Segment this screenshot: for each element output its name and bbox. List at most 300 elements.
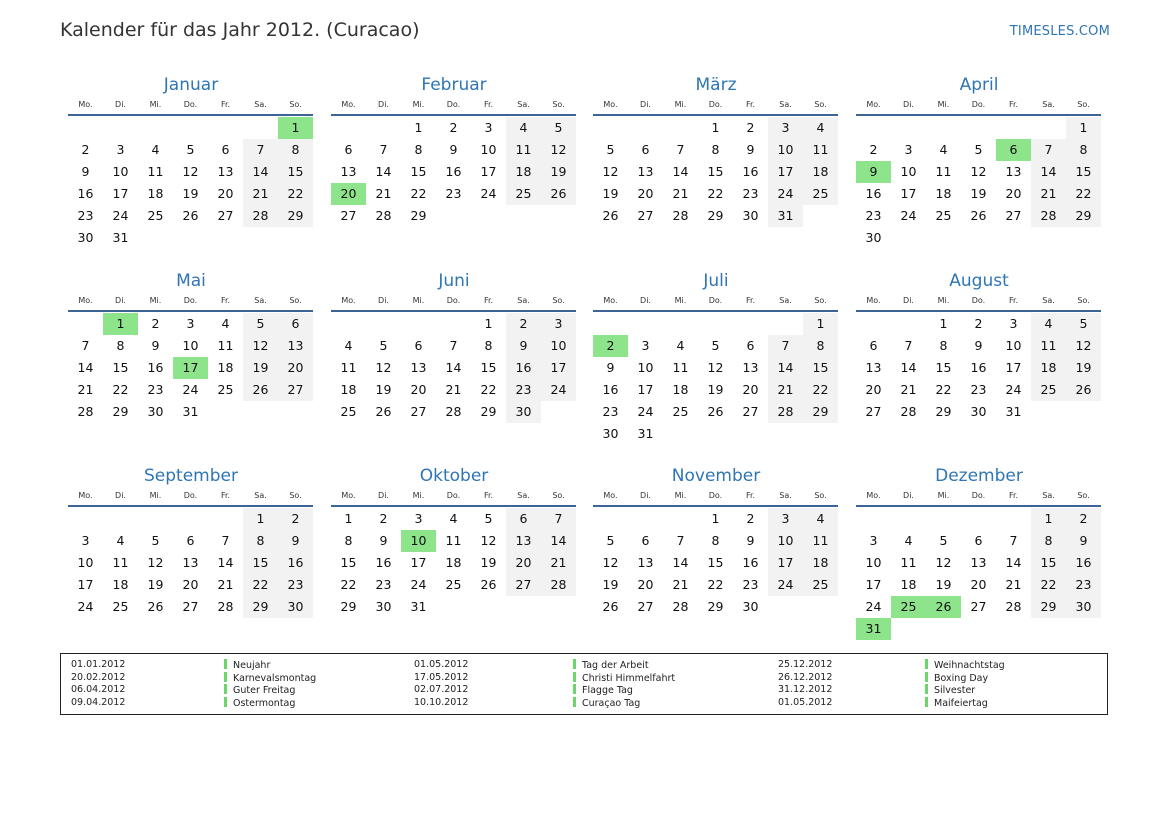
day-cell[interactable]: 26 — [182, 208, 199, 223]
day-cell[interactable]: 19 — [602, 186, 619, 201]
day-cell[interactable]: 28 — [541, 574, 576, 596]
day-cell[interactable]: 19 — [935, 577, 952, 592]
day-cell[interactable]: 1 — [103, 313, 138, 335]
day-cell[interactable]: 23 — [602, 404, 619, 419]
day-cell[interactable]: 20 — [865, 382, 882, 397]
day-cell[interactable]: 24 — [182, 382, 199, 397]
day-cell[interactable]: 3 — [81, 533, 90, 548]
day-cell[interactable]: 3 — [541, 313, 576, 335]
day-cell[interactable]: 27 — [340, 208, 357, 223]
day-cell[interactable]: 28 — [672, 208, 689, 223]
day-cell[interactable]: 20 — [410, 382, 427, 397]
day-cell[interactable]: 20 — [637, 577, 654, 592]
day-cell[interactable]: 29 — [340, 599, 357, 614]
day-cell[interactable]: 11 — [217, 338, 234, 353]
day-cell[interactable]: 24 — [410, 577, 427, 592]
day-cell[interactable]: 16 — [602, 382, 619, 397]
day-cell[interactable]: 31 — [768, 205, 803, 227]
day-cell[interactable]: 1 — [711, 511, 720, 526]
day-cell[interactable]: 15 — [112, 360, 129, 375]
day-cell[interactable]: 7 — [243, 139, 278, 161]
day-cell[interactable]: 8 — [278, 139, 313, 161]
day-cell[interactable]: 2 — [974, 316, 983, 331]
day-cell[interactable]: 21 — [217, 577, 234, 592]
day-cell[interactable]: 21 — [243, 183, 278, 205]
day-cell[interactable]: 8 — [414, 142, 423, 157]
day-cell[interactable]: 3 — [1009, 316, 1018, 331]
day-cell[interactable]: 12 — [935, 555, 952, 570]
day-cell[interactable]: 30 — [970, 404, 987, 419]
day-cell[interactable]: 7 — [1031, 139, 1066, 161]
day-cell[interactable]: 15 — [410, 164, 427, 179]
day-cell[interactable]: 30 — [742, 208, 759, 223]
day-cell[interactable]: 3 — [484, 120, 493, 135]
day-cell[interactable]: 9 — [151, 338, 160, 353]
day-cell[interactable]: 6 — [641, 142, 650, 157]
day-cell[interactable]: 23 — [970, 382, 987, 397]
day-cell[interactable]: 27 — [278, 379, 313, 401]
day-cell[interactable]: 15 — [1066, 161, 1101, 183]
day-cell[interactable]: 4 — [904, 533, 913, 548]
day-cell[interactable]: 28 — [445, 404, 462, 419]
day-cell[interactable]: 9 — [746, 142, 755, 157]
day-cell[interactable]: 11 — [1031, 335, 1066, 357]
day-cell[interactable]: 26 — [243, 379, 278, 401]
day-cell[interactable]: 27 — [637, 208, 654, 223]
day-cell[interactable]: 7 — [1009, 533, 1018, 548]
day-cell[interactable]: 23 — [375, 577, 392, 592]
day-cell[interactable]: 29 — [410, 208, 427, 223]
day-cell[interactable]: 20 — [970, 577, 987, 592]
day-cell[interactable]: 6 — [869, 338, 878, 353]
day-cell[interactable]: 5 — [606, 533, 615, 548]
day-cell[interactable]: 8 — [939, 338, 948, 353]
day-cell[interactable]: 8 — [803, 335, 838, 357]
day-cell[interactable]: 13 — [506, 530, 541, 552]
day-cell[interactable]: 20 — [637, 186, 654, 201]
day-cell[interactable]: 2 — [869, 142, 878, 157]
site-link[interactable]: TIMESLES.COM — [1009, 24, 1110, 39]
day-cell[interactable]: 9 — [379, 533, 388, 548]
day-cell[interactable]: 30 — [1066, 596, 1101, 618]
day-cell[interactable]: 18 — [803, 552, 838, 574]
day-cell[interactable]: 18 — [935, 186, 952, 201]
day-cell[interactable]: 12 — [707, 360, 724, 375]
day-cell[interactable]: 24 — [1005, 382, 1022, 397]
day-cell[interactable]: 23 — [278, 574, 313, 596]
day-cell[interactable]: 7 — [81, 338, 90, 353]
day-cell[interactable]: 4 — [676, 338, 685, 353]
day-cell[interactable]: 6 — [344, 142, 353, 157]
day-cell[interactable]: 5 — [243, 313, 278, 335]
day-cell[interactable]: 16 — [865, 186, 882, 201]
day-cell[interactable]: 4 — [803, 117, 838, 139]
day-cell[interactable]: 12 — [1066, 335, 1101, 357]
day-cell[interactable]: 23 — [1066, 574, 1101, 596]
day-cell[interactable]: 13 — [1005, 164, 1022, 179]
day-cell[interactable]: 17 — [768, 161, 803, 183]
day-cell[interactable]: 11 — [803, 139, 838, 161]
day-cell[interactable]: 14 — [672, 164, 689, 179]
day-cell[interactable]: 31 — [637, 426, 654, 441]
day-cell[interactable]: 18 — [340, 382, 357, 397]
day-cell[interactable]: 9 — [606, 360, 615, 375]
day-cell[interactable]: 24 — [112, 208, 129, 223]
day-cell[interactable]: 19 — [182, 186, 199, 201]
day-cell[interactable]: 9 — [449, 142, 458, 157]
day-cell[interactable]: 23 — [742, 186, 759, 201]
day-cell[interactable]: 29 — [803, 401, 838, 423]
day-cell[interactable]: 20 — [182, 577, 199, 592]
day-cell[interactable]: 10 — [480, 142, 497, 157]
day-cell[interactable]: 9 — [81, 164, 90, 179]
day-cell[interactable]: 20 — [217, 186, 234, 201]
day-cell[interactable]: 29 — [1066, 205, 1101, 227]
day-cell[interactable]: 5 — [711, 338, 720, 353]
day-cell[interactable]: 16 — [742, 164, 759, 179]
day-cell[interactable]: 30 — [147, 404, 164, 419]
day-cell[interactable]: 25 — [891, 596, 926, 618]
day-cell[interactable]: 4 — [1031, 313, 1066, 335]
day-cell[interactable]: 4 — [939, 142, 948, 157]
day-cell[interactable]: 12 — [375, 360, 392, 375]
day-cell[interactable]: 2 — [278, 508, 313, 530]
day-cell[interactable]: 12 — [243, 335, 278, 357]
day-cell[interactable]: 14 — [541, 530, 576, 552]
day-cell[interactable]: 14 — [243, 161, 278, 183]
day-cell[interactable]: 14 — [672, 555, 689, 570]
day-cell[interactable]: 11 — [506, 139, 541, 161]
day-cell[interactable]: 27 — [970, 599, 987, 614]
day-cell[interactable]: 15 — [707, 164, 724, 179]
day-cell[interactable]: 26 — [707, 404, 724, 419]
day-cell[interactable]: 19 — [1066, 357, 1101, 379]
day-cell[interactable]: 10 — [768, 139, 803, 161]
day-cell[interactable]: 23 — [147, 382, 164, 397]
day-cell[interactable]: 16 — [147, 360, 164, 375]
day-cell[interactable]: 25 — [340, 404, 357, 419]
day-cell[interactable]: 4 — [221, 316, 230, 331]
day-cell[interactable]: 8 — [243, 530, 278, 552]
day-cell[interactable]: 21 — [77, 382, 94, 397]
day-cell[interactable]: 11 — [935, 164, 952, 179]
day-cell[interactable]: 9 — [746, 533, 755, 548]
day-cell[interactable]: 22 — [1066, 183, 1101, 205]
day-cell[interactable]: 13 — [865, 360, 882, 375]
day-cell[interactable]: 25 — [672, 404, 689, 419]
day-cell[interactable]: 29 — [480, 404, 497, 419]
day-cell[interactable]: 9 — [1066, 530, 1101, 552]
day-cell[interactable]: 21 — [445, 382, 462, 397]
day-cell[interactable]: 7 — [768, 335, 803, 357]
day-cell[interactable]: 6 — [641, 533, 650, 548]
day-cell[interactable]: 10 — [401, 530, 436, 552]
day-cell[interactable]: 3 — [768, 117, 803, 139]
day-cell[interactable]: 19 — [541, 161, 576, 183]
day-cell[interactable]: 30 — [506, 401, 541, 423]
day-cell[interactable]: 25 — [506, 183, 541, 205]
day-cell[interactable]: 4 — [803, 508, 838, 530]
day-cell[interactable]: 24 — [637, 404, 654, 419]
day-cell[interactable]: 11 — [803, 530, 838, 552]
day-cell[interactable]: 18 — [803, 161, 838, 183]
day-cell[interactable]: 3 — [768, 508, 803, 530]
day-cell[interactable]: 2 — [506, 313, 541, 335]
day-cell[interactable]: 13 — [340, 164, 357, 179]
day-cell[interactable]: 31 — [856, 618, 891, 640]
day-cell[interactable]: 24 — [865, 599, 882, 614]
day-cell[interactable]: 24 — [77, 599, 94, 614]
day-cell[interactable]: 2 — [746, 511, 755, 526]
day-cell[interactable]: 30 — [602, 426, 619, 441]
day-cell[interactable]: 28 — [1005, 599, 1022, 614]
day-cell[interactable]: 12 — [182, 164, 199, 179]
day-cell[interactable]: 5 — [186, 142, 195, 157]
day-cell[interactable]: 27 — [865, 404, 882, 419]
day-cell[interactable]: 1 — [243, 508, 278, 530]
day-cell[interactable]: 6 — [278, 313, 313, 335]
day-cell[interactable]: 24 — [541, 379, 576, 401]
day-cell[interactable]: 11 — [445, 533, 462, 548]
day-cell[interactable]: 31 — [1005, 404, 1022, 419]
day-cell[interactable]: 30 — [278, 596, 313, 618]
day-cell[interactable]: 28 — [900, 404, 917, 419]
day-cell[interactable]: 27 — [182, 599, 199, 614]
day-cell[interactable]: 14 — [217, 555, 234, 570]
day-cell[interactable]: 11 — [900, 555, 917, 570]
day-cell[interactable]: 20 — [1005, 186, 1022, 201]
day-cell[interactable]: 28 — [768, 401, 803, 423]
day-cell[interactable]: 2 — [1066, 508, 1101, 530]
day-cell[interactable]: 14 — [1005, 555, 1022, 570]
day-cell[interactable]: 13 — [970, 555, 987, 570]
day-cell[interactable]: 2 — [449, 120, 458, 135]
day-cell[interactable]: 29 — [112, 404, 129, 419]
day-cell[interactable]: 23 — [865, 208, 882, 223]
day-cell[interactable]: 5 — [939, 533, 948, 548]
day-cell[interactable]: 17 — [77, 577, 94, 592]
day-cell[interactable]: 10 — [112, 164, 129, 179]
day-cell[interactable]: 2 — [379, 511, 388, 526]
day-cell[interactable]: 31 — [112, 230, 129, 245]
day-cell[interactable]: 26 — [375, 404, 392, 419]
day-cell[interactable]: 25 — [445, 577, 462, 592]
day-cell[interactable]: 13 — [410, 360, 427, 375]
day-cell[interactable]: 8 — [344, 533, 353, 548]
day-cell[interactable]: 6 — [974, 533, 983, 548]
day-cell[interactable]: 16 — [278, 552, 313, 574]
day-cell[interactable]: 29 — [707, 208, 724, 223]
day-cell[interactable]: 5 — [151, 533, 160, 548]
day-cell[interactable]: 29 — [278, 205, 313, 227]
day-cell[interactable]: 26 — [602, 599, 619, 614]
day-cell[interactable]: 17 — [900, 186, 917, 201]
day-cell[interactable]: 24 — [768, 183, 803, 205]
day-cell[interactable]: 2 — [81, 142, 90, 157]
day-cell[interactable]: 5 — [541, 117, 576, 139]
day-cell[interactable]: 4 — [449, 511, 458, 526]
day-cell[interactable]: 21 — [1005, 577, 1022, 592]
day-cell[interactable]: 17 — [173, 357, 208, 379]
day-cell[interactable]: 14 — [1031, 161, 1066, 183]
day-cell[interactable]: 19 — [147, 577, 164, 592]
day-cell[interactable]: 14 — [77, 360, 94, 375]
day-cell[interactable]: 13 — [742, 360, 759, 375]
day-cell[interactable]: 25 — [147, 208, 164, 223]
day-cell[interactable]: 26 — [970, 208, 987, 223]
day-cell[interactable]: 11 — [112, 555, 129, 570]
day-cell[interactable]: 6 — [996, 139, 1031, 161]
day-cell[interactable]: 10 — [541, 335, 576, 357]
day-cell[interactable]: 16 — [506, 357, 541, 379]
day-cell[interactable]: 26 — [926, 596, 961, 618]
day-cell[interactable]: 30 — [77, 230, 94, 245]
day-cell[interactable]: 26 — [602, 208, 619, 223]
day-cell[interactable]: 22 — [278, 183, 313, 205]
day-cell[interactable]: 24 — [480, 186, 497, 201]
day-cell[interactable]: 16 — [742, 555, 759, 570]
day-cell[interactable]: 18 — [445, 555, 462, 570]
day-cell[interactable]: 12 — [480, 533, 497, 548]
day-cell[interactable]: 17 — [1005, 360, 1022, 375]
day-cell[interactable]: 4 — [151, 142, 160, 157]
day-cell[interactable]: 8 — [484, 338, 493, 353]
day-cell[interactable]: 17 — [410, 555, 427, 570]
day-cell[interactable]: 22 — [112, 382, 129, 397]
day-cell[interactable]: 22 — [340, 577, 357, 592]
day-cell[interactable]: 7 — [904, 338, 913, 353]
day-cell[interactable]: 19 — [707, 382, 724, 397]
day-cell[interactable]: 19 — [375, 382, 392, 397]
day-cell[interactable]: 18 — [1031, 357, 1066, 379]
day-cell[interactable]: 7 — [541, 508, 576, 530]
day-cell[interactable]: 17 — [768, 552, 803, 574]
day-cell[interactable]: 21 — [541, 552, 576, 574]
day-cell[interactable]: 17 — [480, 164, 497, 179]
day-cell[interactable]: 2 — [746, 120, 755, 135]
day-cell[interactable]: 10 — [637, 360, 654, 375]
day-cell[interactable]: 27 — [742, 404, 759, 419]
day-cell[interactable]: 28 — [672, 599, 689, 614]
day-cell[interactable]: 1 — [803, 313, 838, 335]
day-cell[interactable]: 9 — [974, 338, 983, 353]
day-cell[interactable]: 30 — [865, 230, 882, 245]
day-cell[interactable]: 4 — [344, 338, 353, 353]
day-cell[interactable]: 12 — [147, 555, 164, 570]
day-cell[interactable]: 28 — [77, 404, 94, 419]
day-cell[interactable]: 11 — [672, 360, 689, 375]
day-cell[interactable]: 6 — [186, 533, 195, 548]
day-cell[interactable]: 15 — [278, 161, 313, 183]
day-cell[interactable]: 21 — [672, 577, 689, 592]
day-cell[interactable]: 31 — [410, 599, 427, 614]
day-cell[interactable]: 23 — [742, 577, 759, 592]
day-cell[interactable]: 19 — [602, 577, 619, 592]
day-cell[interactable]: 13 — [637, 555, 654, 570]
day-cell[interactable]: 8 — [1031, 530, 1066, 552]
day-cell[interactable]: 4 — [116, 533, 125, 548]
day-cell[interactable]: 6 — [414, 338, 423, 353]
day-cell[interactable]: 14 — [900, 360, 917, 375]
day-cell[interactable]: 17 — [112, 186, 129, 201]
day-cell[interactable]: 10 — [900, 164, 917, 179]
day-cell[interactable]: 3 — [869, 533, 878, 548]
day-cell[interactable]: 10 — [182, 338, 199, 353]
day-cell[interactable]: 23 — [506, 379, 541, 401]
day-cell[interactable]: 1 — [1066, 117, 1101, 139]
day-cell[interactable]: 22 — [935, 382, 952, 397]
day-cell[interactable]: 15 — [340, 555, 357, 570]
day-cell[interactable]: 16 — [1066, 552, 1101, 574]
day-cell[interactable]: 29 — [1031, 596, 1066, 618]
day-cell[interactable]: 13 — [637, 164, 654, 179]
day-cell[interactable]: 4 — [506, 117, 541, 139]
day-cell[interactable]: 26 — [1066, 379, 1101, 401]
day-cell[interactable]: 26 — [480, 577, 497, 592]
day-cell[interactable]: 18 — [112, 577, 129, 592]
day-cell[interactable]: 20 — [278, 357, 313, 379]
day-cell[interactable]: 28 — [243, 205, 278, 227]
day-cell[interactable]: 29 — [935, 404, 952, 419]
day-cell[interactable]: 25 — [803, 183, 838, 205]
day-cell[interactable]: 1 — [711, 120, 720, 135]
day-cell[interactable]: 18 — [506, 161, 541, 183]
day-cell[interactable]: 15 — [243, 552, 278, 574]
day-cell[interactable]: 22 — [1031, 574, 1066, 596]
day-cell[interactable]: 3 — [641, 338, 650, 353]
day-cell[interactable]: 17 — [865, 577, 882, 592]
day-cell[interactable]: 9 — [506, 335, 541, 357]
day-cell[interactable]: 29 — [707, 599, 724, 614]
day-cell[interactable]: 6 — [746, 338, 755, 353]
day-cell[interactable]: 27 — [506, 574, 541, 596]
day-cell[interactable]: 1 — [1031, 508, 1066, 530]
day-cell[interactable]: 9 — [856, 161, 891, 183]
day-cell[interactable]: 13 — [217, 164, 234, 179]
day-cell[interactable]: 16 — [445, 164, 462, 179]
day-cell[interactable]: 1 — [414, 120, 423, 135]
day-cell[interactable]: 28 — [1031, 205, 1066, 227]
day-cell[interactable]: 25 — [1031, 379, 1066, 401]
day-cell[interactable]: 20 — [742, 382, 759, 397]
day-cell[interactable]: 15 — [480, 360, 497, 375]
day-cell[interactable]: 15 — [935, 360, 952, 375]
day-cell[interactable]: 10 — [865, 555, 882, 570]
day-cell[interactable]: 7 — [676, 533, 685, 548]
day-cell[interactable]: 1 — [278, 117, 313, 139]
day-cell[interactable]: 17 — [637, 382, 654, 397]
day-cell[interactable]: 21 — [1031, 183, 1066, 205]
day-cell[interactable]: 23 — [77, 208, 94, 223]
day-cell[interactable]: 22 — [707, 186, 724, 201]
day-cell[interactable]: 14 — [768, 357, 803, 379]
day-cell[interactable]: 18 — [147, 186, 164, 201]
day-cell[interactable]: 2 — [151, 316, 160, 331]
day-cell[interactable]: 15 — [1031, 552, 1066, 574]
day-cell[interactable]: 27 — [217, 208, 234, 223]
day-cell[interactable]: 12 — [541, 139, 576, 161]
day-cell[interactable]: 30 — [742, 599, 759, 614]
day-cell[interactable]: 3 — [116, 142, 125, 157]
day-cell[interactable]: 26 — [147, 599, 164, 614]
day-cell[interactable]: 21 — [900, 382, 917, 397]
day-cell[interactable]: 5 — [1066, 313, 1101, 335]
day-cell[interactable]: 19 — [970, 186, 987, 201]
day-cell[interactable]: 30 — [375, 599, 392, 614]
day-cell[interactable]: 22 — [707, 577, 724, 592]
day-cell[interactable]: 22 — [410, 186, 427, 201]
day-cell[interactable]: 28 — [375, 208, 392, 223]
